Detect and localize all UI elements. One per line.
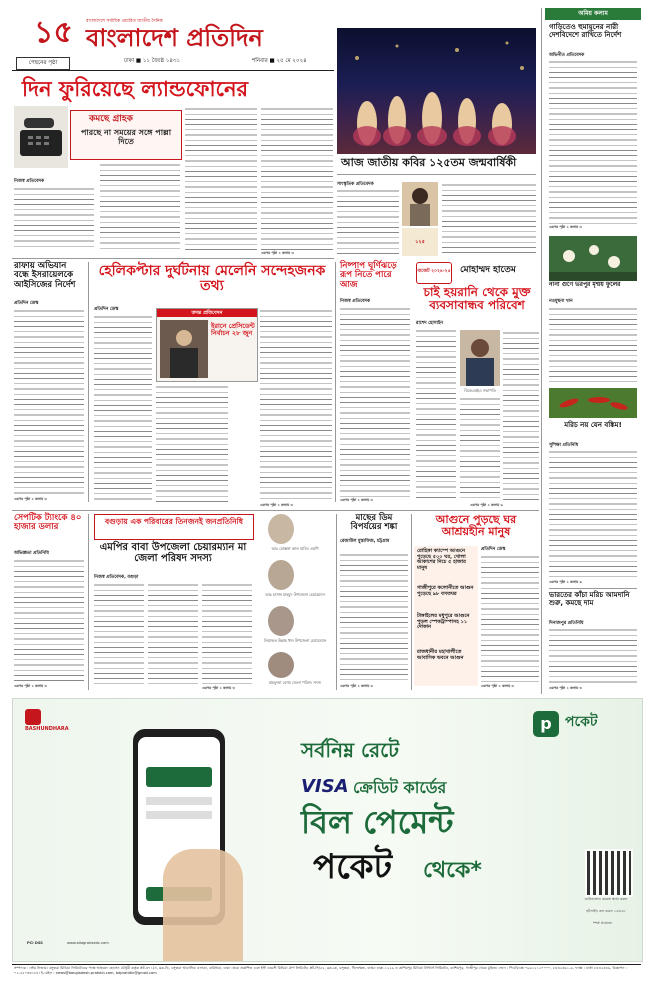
rafah-text xyxy=(14,308,84,496)
sidebar-divider xyxy=(549,588,637,589)
interview-headline: চাই হয়রানি থেকে মুক্ত ব্যবসাবান্ধব পরিবেশ xyxy=(423,285,531,313)
sidebar-story3-title: মরিচ নয় যেন বঙ্কিম! xyxy=(564,421,622,429)
nazrul-story-col2 xyxy=(442,182,536,256)
page-number: ১৫ xyxy=(34,15,73,50)
nishpap-more: এরপর পৃষ্ঠা ২ কলাম ৩ xyxy=(340,498,373,502)
newspaper-title: বাংলাদেশ প্রতিদিন xyxy=(86,24,263,52)
landphone-byline: নিজস্ব প্রতিবেদক xyxy=(14,179,45,184)
upazila-kicker-box xyxy=(94,514,254,540)
helicopter-inset-label: তদন্ত প্রতিবেদন xyxy=(157,309,257,317)
pocket-advertisement[interactable] xyxy=(12,698,643,962)
portrait-council xyxy=(268,652,294,678)
helicopter-byline: প্রতিদিন ডেস্ক xyxy=(94,307,119,312)
bashundhara-logo xyxy=(25,709,85,733)
sidebar-story2-caption: নানা গুণে ভরপুর মৃন্ময় ফুলের xyxy=(549,281,621,288)
helicopter-more: এরপর পৃষ্ঠা ২ কলাম ৩ xyxy=(260,503,293,507)
interview-byline: রাশেদ হোসাইন xyxy=(416,321,443,326)
portrait-mp-caption: আঃ মোস্তফা আল হাবিব এমপি xyxy=(271,546,319,551)
interview-col3 xyxy=(503,330,539,502)
upazila-byline: নিজস্ব প্রতিবেদক, বগুড়া xyxy=(94,575,139,580)
portrait-chairman2 xyxy=(268,606,294,636)
sidebar-flower-photo xyxy=(549,236,637,281)
fish-text xyxy=(340,552,408,684)
landphone-headline-banner xyxy=(12,75,334,103)
helicopter-inset-photo xyxy=(160,320,208,378)
dancers-illustration xyxy=(337,28,536,154)
nazrul-badge: ১২৫ xyxy=(402,228,438,256)
fire-headline: আগুনে পুড়ছে ঘর আশ্রয়হীন মানুষ xyxy=(435,513,517,539)
rafah-byline: প্রতিদিন ডেস্ক xyxy=(14,301,39,306)
sidebar-story1-text xyxy=(549,59,637,224)
budget-badge-text: বাজেট ২০২৪-২৫ xyxy=(417,269,451,274)
sidebar-story4-more: এরপর পৃষ্ঠা ২ কলাম ৩ xyxy=(549,686,582,690)
upazila-headline: এমপির বাবা উপজেলা চেয়ারম্যান মা জেলা পরিষদ সদস্য xyxy=(99,542,247,564)
pocket-logo-text: পকেট xyxy=(565,714,598,730)
landphone-deck-box xyxy=(70,110,182,160)
footer-imprint: সম্পাদক : নঈম নিজাম। বসুন্ধরা মিডিয়া লিমিটেডের পক্ষে আহমেদ হোসেন চৌধুরী কর্তৃক প্লট-৩৭১/এ, ব্লক-ডি, বসুন্ধরা আবাসিক এলাকা, বারিধারা, ঢাকা থেকে প্রকাশিত এবং ইস্ট ওয়েস্ট মিডিয়া গ্রুপ লিমিটেড প্লট-সি/৫২, ব্লক-কে, বসুন্ধরা, খিলক্ষেত, বাড্ডা ঢাকা-১২২৯ ও কাশিমপুর মিডিয়া প্রিন্টার্স লিমিটেড, কাশিমপুর, গাজীপুর থেকে মুদ্রিত। ফোন : পিএবিএক্স ০৯৬১২১২০০০০, ৮৪৩২৩৬১-৬, ফ্যাক্স : বার্তা ৮৪৩২৩৪৬, বিজ্ঞাপন : ০২-৫৫০৩৩১৮৪। ই-মেইল : news@bangladesh-pratidin.com, bdpratidin@gmail.com xyxy=(14,966,627,975)
qr-caption: ডাউনলোড করতে স্ক্যান করুন xyxy=(584,897,628,901)
portrait-council-caption: মাহফুজা বেগম জেলা পরিষদ সদস্য xyxy=(268,680,322,685)
septic-more: এরপর পৃষ্ঠা ২ কলাম ৩ xyxy=(14,684,47,688)
septic-col-rule xyxy=(88,514,89,690)
portrait-chairman-caption: আঃ হাসান মাহমুদ উপজেলা চেয়ারম্যান xyxy=(265,592,325,597)
landphone-deck2: পারছে না সময়ের সঙ্গে পাল্লা দিতে xyxy=(80,128,172,146)
fire-bullet-3: টাঙ্গাইলের মধুপুরে আগুনে পুড়ল স্পেকট্রাম্পাসহ ১১ দোকান xyxy=(417,613,470,630)
ad-url: www.allagrahaedc.com xyxy=(67,941,109,945)
rafah-rule xyxy=(12,258,334,259)
nishpap-text xyxy=(340,306,410,498)
masthead-rule xyxy=(12,70,334,71)
interview-col1 xyxy=(416,328,456,502)
ad-line3: বিল পেমেন্ট xyxy=(301,803,454,841)
masthead xyxy=(12,8,334,70)
helicopter-headline: হেলিকপ্টার দুর্ঘটনায় মেলেনি সন্দেহজনক তথ্য xyxy=(98,263,326,295)
nishpap-byline: নিজস্ব প্রতিবেদক xyxy=(340,299,371,304)
septic-text xyxy=(14,558,84,684)
sidebar-story1-title: গাড়িতেও হুমায়ূনের নারী দেশবিদেশে রাখিতে নির্দেশ xyxy=(549,23,622,39)
sidebar-story4-byline: দিনাজপুর প্রতিনিধি xyxy=(549,621,584,626)
fire-bullet-1: রোহিঙ্গা ক্যাম্পে আগুনে পুড়েছে ৫০০ ঘর, খোলা আকাশের নিচে ৫ হাজার মানুষ xyxy=(417,548,466,571)
sidebar-label: অমিয় কলাম xyxy=(578,10,608,17)
pocket-logo xyxy=(533,711,633,739)
nazrul-story-col1 xyxy=(337,188,399,256)
footer-rule xyxy=(12,964,641,965)
nazrul-headline: আজ জাতীয় কবির ১২৫তম জন্মবার্ষিকী xyxy=(341,156,517,169)
landphone-col1 xyxy=(14,186,94,250)
pci-badge: PCI DSS xyxy=(27,941,43,945)
nazrul-portrait xyxy=(402,182,438,226)
upazila-col2 xyxy=(148,582,198,686)
upazila-kicker: বগুড়ায় এক পরিবারের তিনজনই জনপ্রতিনিধি xyxy=(104,517,243,526)
helicopter-inset-text: ইরানে প্রেসিডেন্ট নির্বাচন ২৮ জুন xyxy=(211,322,255,338)
sidebar-chili-photo xyxy=(549,388,637,418)
visa-logo: VISA xyxy=(301,776,349,797)
mid-rule xyxy=(12,510,539,511)
hand-illustration xyxy=(163,849,243,961)
ad-line2: ক্রেডিট কার্ডের xyxy=(353,778,447,797)
sidebar-story3-more: এরপর পৃষ্ঠা ২ কলাম ৬ xyxy=(549,580,582,584)
upazila-portraits xyxy=(256,514,334,690)
dateline: ঢাকা ■ ১১ জ্যৈষ্ঠ ১৪৩১ xyxy=(124,58,181,64)
budget-badge xyxy=(416,262,452,284)
qr-code[interactable] xyxy=(585,849,633,897)
upazila-more: এরপর পৃষ্ঠা ২ কলাম ৩ xyxy=(202,686,235,690)
helicopter-col3 xyxy=(260,308,332,502)
rafah-headline: রাফায় অভিযান বন্ধে ইসরায়েলকে আইসিজের নির্দেশ xyxy=(14,261,76,290)
interview-col2 xyxy=(460,396,500,502)
masthead-tagline: বাংলাদেশে সর্বাধিক প্রচারিত জাতীয় দৈনিক xyxy=(86,19,163,24)
landphone-col2 xyxy=(185,106,257,250)
portrait-chairman xyxy=(268,560,294,590)
date: শনিবার ■ ২৫ মে ২০২৪ xyxy=(252,58,307,64)
rafah-col-rule xyxy=(88,262,89,502)
phone-photo xyxy=(14,106,68,168)
footnote: *শর্ত প্রযোজ্য xyxy=(593,921,613,925)
sidebar-rule xyxy=(541,8,542,694)
upazila-col3 xyxy=(202,582,252,686)
interview-more: এরপর পৃষ্ঠা ২ কলাম ৬ xyxy=(470,503,503,507)
fire-text xyxy=(481,554,539,684)
nishpap-headline: নিষ্পাপ ঘূর্ণিঝড়ে রূপ নিতে পারে আজ xyxy=(340,261,397,290)
landphone-more: এরপর পৃষ্ঠা ২ কলাম ৩ xyxy=(261,251,294,255)
fish-col-rule xyxy=(411,514,412,690)
bashundhara-text: BASHUNDHARA xyxy=(25,726,69,732)
bashundhara-icon xyxy=(25,709,41,725)
landphone-deck1: কমছে গ্রাহক xyxy=(89,114,133,124)
upazila-col-rule xyxy=(336,514,337,690)
fire-byline: প্রতিদিন ডেস্ক xyxy=(481,547,506,552)
stage-photo xyxy=(337,28,536,154)
ad-line1: সর্বনিম্ন রেটে xyxy=(301,738,400,762)
fish-byline: রেজাউল মুস্তাফিজ, চট্টগ্রাম xyxy=(340,539,390,544)
upazila-col1 xyxy=(94,582,144,686)
fire-bullet-4: রাজধানীর মহাখালীতে আবাসিক ভবনে আগুন xyxy=(417,649,464,661)
sidebar-header xyxy=(545,8,641,20)
fish-headline: মাছের ডিম বিপর্যয়ের শঙ্কা xyxy=(350,513,398,533)
landphone-headline: দিন ফুরিয়েছে ল্যান্ডফোনের xyxy=(22,77,249,101)
interview-portrait xyxy=(460,330,500,386)
rafah-more: এরপর পৃষ্ঠা ২ কলাম ৩ xyxy=(14,497,47,501)
sidebar-story4-text xyxy=(549,627,637,685)
ad-line5: থেকে* xyxy=(423,858,482,883)
nishpap-col-rule xyxy=(335,262,336,502)
page-label: পেছনের পৃষ্ঠা xyxy=(16,57,70,70)
fire-more: এরপর পৃষ্ঠা ২ কলাম ৩ xyxy=(481,684,514,688)
septic-byline: অভিজ্ঞতা প্রতিনিধি xyxy=(14,551,49,556)
fire-bullets-box xyxy=(414,546,478,686)
portrait-chairman2-caption: লিয়াকত উল্লাহ খান উপজেলা চেয়ারম্যান xyxy=(263,638,327,643)
helicopter-col2 xyxy=(156,384,228,502)
landphone-col3 xyxy=(261,106,333,250)
sidebar-story1-byline: অভিনীত প্রতিবেদক xyxy=(549,53,585,58)
sidebar-story3-text xyxy=(549,449,637,579)
sidebar-story3-byline: সুশিক্ষা প্রতিনিধি xyxy=(549,443,579,448)
interview-name: মোহাম্মদ হাতেম xyxy=(460,265,516,275)
portrait-mp xyxy=(268,514,294,544)
sidebar-story2-byline: নওমুছনা খান xyxy=(549,299,573,304)
fish-more: এরপর পৃষ্ঠা ২ কলাম ৩ xyxy=(340,684,373,688)
sidebar-story2-text xyxy=(549,306,637,384)
sidebar-story1-more: এরপর পৃষ্ঠা ২ কলাম ৩ xyxy=(549,225,582,229)
interview-caption: বিকেএমইএ সভাপতি xyxy=(464,388,496,393)
ad-line4: পকেট xyxy=(313,847,393,887)
hotline: হটলাইন কল করুন ১৬৩২৮ xyxy=(586,909,626,913)
helicopter-col1 xyxy=(94,314,152,502)
sidebar-column xyxy=(545,8,641,693)
landphone-col1b xyxy=(100,162,180,250)
nazrul-byline: সাংস্কৃতিক প্রতিবেদক xyxy=(337,182,374,187)
nazrul-headline-bar xyxy=(337,154,536,175)
pocket-icon: p xyxy=(533,711,559,737)
fire-bullet-2: গাজীপুরে কলোনীতে আগুন পুড়েছে ৯৮ বসতঘর xyxy=(417,585,474,597)
helicopter-inset xyxy=(156,308,258,382)
septic-headline: সেপটিক ট্যাংকে ৪০ হাজার ডলার xyxy=(14,513,82,533)
sidebar-story4-title: ভারতের কাঁচা মরিচ আমদানি শুরু, কমছে দাম xyxy=(549,591,630,607)
